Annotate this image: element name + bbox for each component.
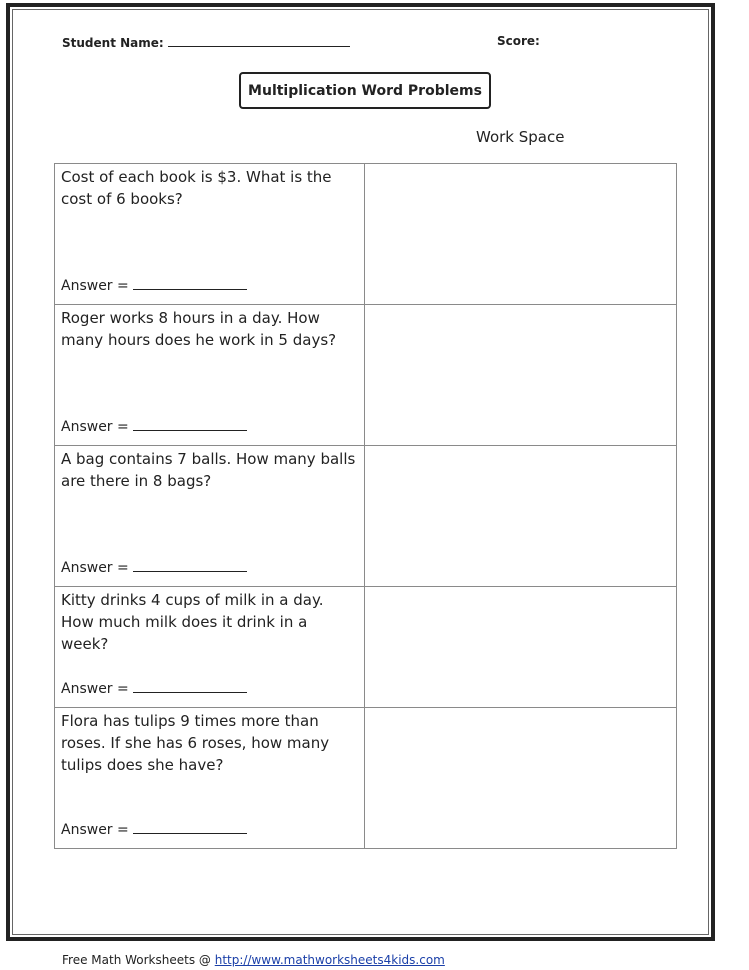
- answer-field: [61, 680, 247, 697]
- student-name-line: [168, 34, 350, 47]
- answer-line: [133, 277, 247, 290]
- work-space-cell: [364, 164, 676, 305]
- work-space-cell: [364, 446, 676, 587]
- answer-field: [61, 821, 247, 838]
- footer-prefix: Free Math Worksheets @: [62, 953, 211, 967]
- problem-row: [55, 305, 677, 446]
- student-name-field: [62, 34, 350, 50]
- problem-row: [55, 587, 677, 708]
- question-text: Cost of each book is $3. What is the cost of 6 books?: [61, 168, 332, 208]
- question-text: Kitty drinks 4 cups of milk in a day. How much milk does it drink in a week?: [61, 591, 324, 653]
- answer-label: Answer =: [61, 681, 129, 697]
- problem-row: [55, 446, 677, 587]
- question-text: Roger works 8 hours in a day. How many hours does he work in 5 days?: [61, 309, 337, 349]
- footer-link[interactable]: http://www.mathworksheets4kids.com: [214, 953, 445, 967]
- question-cell: [55, 164, 365, 305]
- work-space-cell: [364, 708, 676, 849]
- work-space-cell: [364, 587, 676, 708]
- problem-row: [55, 708, 677, 849]
- answer-field: [61, 418, 247, 435]
- question-text: Flora has tulips 9 times more than roses. If she has 6 roses, how many tulips does she have?: [61, 712, 330, 774]
- student-name-label: Student Name:: [62, 36, 164, 50]
- score-label: Score:: [497, 34, 540, 48]
- work-space-cell: [364, 305, 676, 446]
- answer-label: Answer =: [61, 278, 129, 294]
- problem-row: [55, 164, 677, 305]
- question-cell: [55, 587, 365, 708]
- answer-line: [133, 559, 247, 572]
- worksheet-title: Multiplication Word Problems: [239, 72, 491, 109]
- answer-label: Answer =: [61, 419, 129, 435]
- footer: [62, 953, 445, 967]
- question-cell: [55, 708, 365, 849]
- answer-label: Answer =: [61, 822, 129, 838]
- question-cell: [55, 305, 365, 446]
- work-space-label: Work Space: [476, 128, 565, 146]
- question-text: A bag contains 7 balls. How many balls are there in 8 bags?: [61, 450, 356, 490]
- answer-line: [133, 821, 247, 834]
- question-cell: [55, 446, 365, 587]
- problems-table: [54, 163, 677, 849]
- answer-field: [61, 559, 247, 576]
- answer-label: Answer =: [61, 560, 129, 576]
- answer-line: [133, 680, 247, 693]
- answer-field: [61, 277, 247, 294]
- answer-line: [133, 418, 247, 431]
